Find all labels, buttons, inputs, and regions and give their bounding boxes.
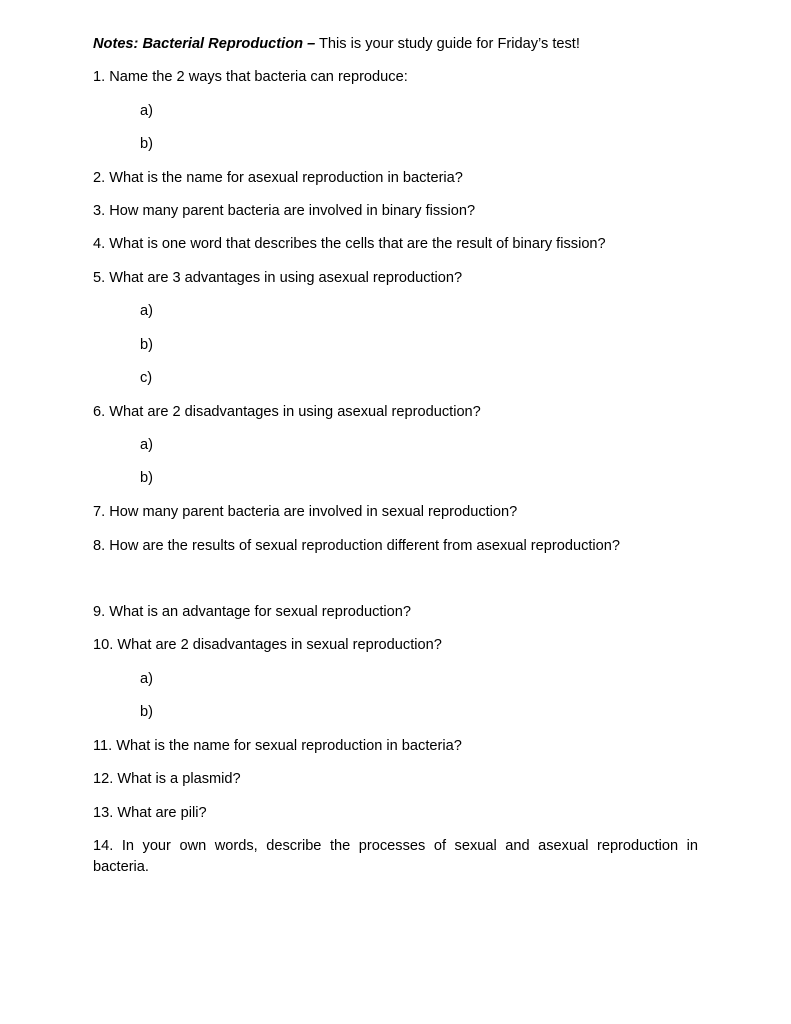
question-14: 14. In your own words, describe the processes of sexual and asexual reproduction in bacteria.: [93, 838, 698, 875]
question-4: 4. What is one word that describes the cells that are the result of binary fission?: [93, 236, 606, 252]
question-11: 11. What is the name for sexual reproduction in bacteria?: [93, 738, 462, 754]
question-3: 3. How many parent bacteria are involved in binary fission?: [93, 203, 476, 219]
question-13: 13. What are pili?: [93, 805, 207, 821]
document-title: [93, 36, 580, 53]
question-5-answer-a: a): [140, 303, 153, 319]
question-12: 12. What is a plasmid?: [93, 771, 241, 787]
question-1: 1. Name the 2 ways that bacteria can reproduce:: [93, 69, 408, 85]
question-1-answer-b: b): [140, 136, 153, 152]
title-bold: Notes: Bacterial Reproduction –: [93, 36, 316, 52]
question-5: 5. What are 3 advantages in using asexual reproduction?: [93, 270, 463, 286]
title-rest: This is your study guide for Friday’s test!: [315, 36, 580, 52]
question-10-answer-a: a): [140, 671, 153, 687]
question-10: 10. What are 2 disadvantages in sexual reproduction?: [93, 637, 442, 653]
question-10-answer-b: b): [140, 704, 153, 720]
question-9: 9. What is an advantage for sexual reproduction?: [93, 604, 412, 620]
question-8: 8. How are the results of sexual reproduction different from asexual reproduction?: [93, 538, 621, 554]
question-6: 6. What are 2 disadvantages in using asexual reproduction?: [93, 404, 481, 420]
question-7: 7. How many parent bacteria are involved in sexual reproduction?: [93, 504, 518, 520]
question-6-answer-a: a): [140, 437, 153, 453]
question-2: 2. What is the name for asexual reproduction in bacteria?: [93, 170, 463, 186]
question-5-answer-b: b): [140, 337, 153, 353]
question-6-answer-b: b): [140, 470, 153, 486]
question-1-answer-a: a): [140, 103, 153, 119]
question-5-answer-c: c): [140, 370, 153, 386]
